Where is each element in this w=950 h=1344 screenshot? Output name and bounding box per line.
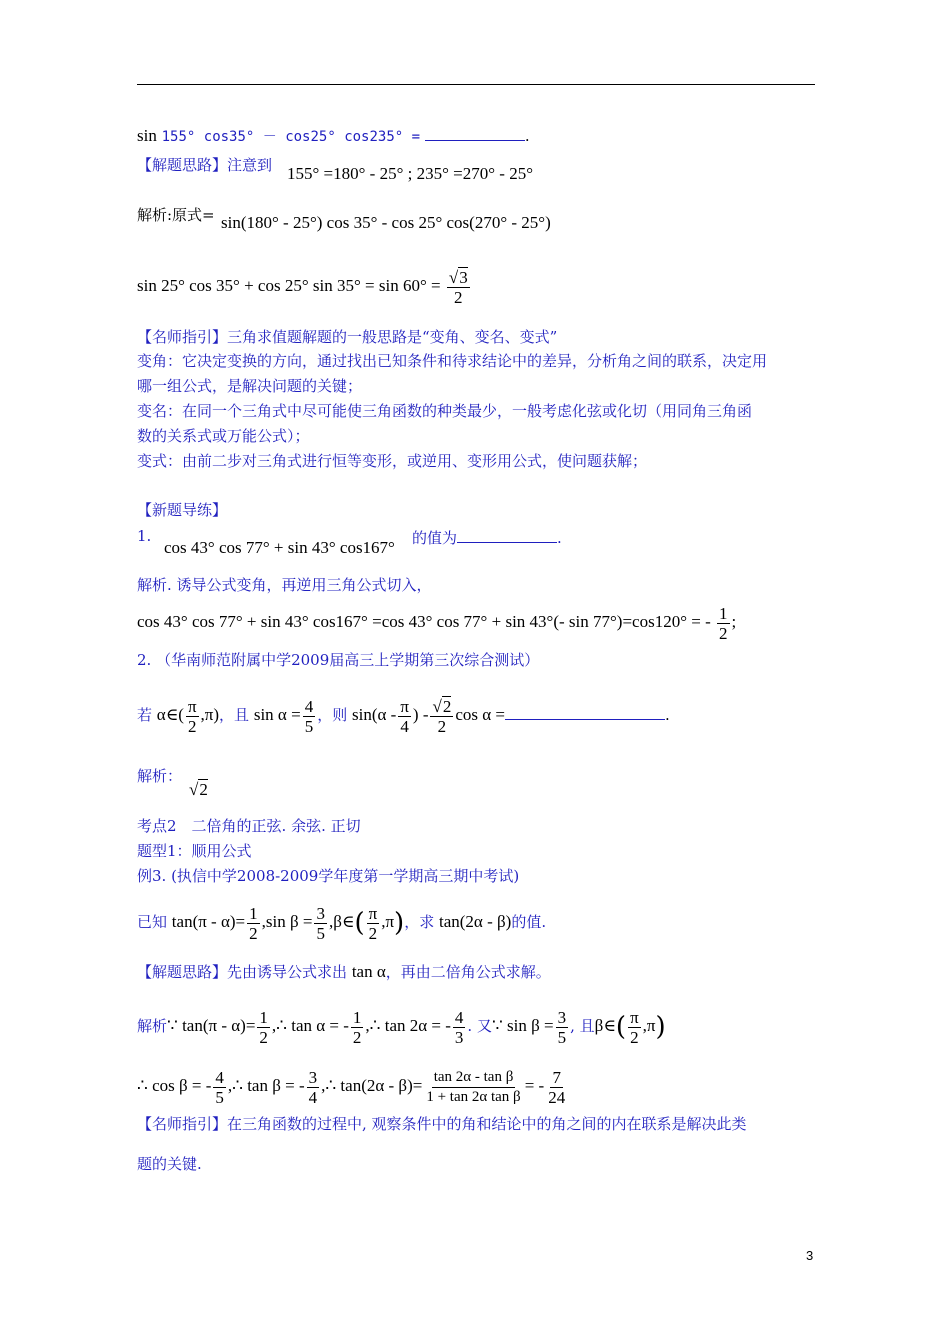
ex3-m2-frac: $\frac{3}{5}$ — [316, 903, 325, 943]
solution1-line2-math: sin 25° cos 35° + cos 25° sin 35° = sin 60° = — [137, 276, 441, 295]
q1-solution-frac: $\frac{1}{2}$ — [719, 603, 728, 643]
hint-text: 注意到 — [227, 156, 273, 174]
ex3-l2-b-frac: $\frac{3}{4}$ — [308, 1067, 318, 1107]
ex3-solution-line1: 解析∵ tan(π - α)= $\frac{1}{2}$ ,∴ tan α = - $\frac{1}{2}$ ,∴ tan 2α = - $\frac{4}{3}$ . 又∵ sin β = $\frac{3}{5}$ , 且β∈( $\frac{\pi}{2}$ ,π) — [137, 1007, 666, 1047]
ex3-ask-tail: 的值. — [511, 913, 547, 931]
teacher-note-2-line2: 题的关键. — [137, 1155, 202, 1173]
q1-line — [164, 538, 395, 558]
note-line: 数的关系式或万能公式）； — [137, 427, 310, 445]
ex3-hint — [137, 962, 551, 982]
ex3-ask-math: tan(2α - β) — [439, 912, 512, 931]
hint-math: 155° =180° - 25° ; 235° =270° - 25° — [287, 164, 534, 183]
ex3-solution-line2 — [137, 1060, 569, 1112]
ex3-hint-text-a: 先由诱导公式求出 — [227, 963, 348, 981]
ex3-sol-b: ,∴ tan α = - — [271, 1016, 349, 1035]
ex3-l2-d-frac: $\frac{7}{24}$ — [548, 1067, 566, 1107]
problem-expression: 155° cos35° － cos25° cos235° = — [161, 129, 421, 145]
teacher-note-1 — [137, 327, 557, 347]
ex3-m3-end: ,π — [381, 912, 395, 931]
q2-sep1: ，且 — [219, 706, 250, 724]
ex3-hint-text-b: ，再由二倍角公式求解。 — [385, 963, 551, 981]
q1-end: . — [557, 529, 562, 547]
q1-math: cos 43° cos 77° + sin 43° cos167° — [164, 538, 395, 557]
ex3-sol-e: β∈ — [594, 1016, 616, 1035]
q1-answer-blank — [457, 542, 557, 543]
q2-answer-blank — [505, 719, 665, 720]
problem-line — [137, 126, 530, 147]
problem-end: . — [524, 127, 530, 145]
note-line: 变角：它决定变换的方向，通过找出已知条件和待求结论中的差异，分析角之间的联系，决定用 — [137, 352, 768, 370]
ex3-sol-qie: , 且 — [570, 1017, 595, 1035]
ex3-m1: tan(π - α)= — [171, 912, 246, 931]
q2-sep2: ，则 — [317, 706, 348, 724]
answer-blank — [425, 140, 525, 141]
q1-solution-end: ; — [731, 612, 737, 631]
q2-ask-a: sin(α - — [351, 705, 397, 724]
q1-num: 1. — [137, 527, 152, 545]
q2-ask-b: ) - — [412, 705, 429, 724]
header-rule — [137, 84, 815, 85]
ex3-m3: ,β∈ — [328, 912, 355, 931]
teacher-note-2-label: 【名师指引】 — [137, 1115, 228, 1133]
q2-cond2-a: sin α = — [253, 705, 301, 724]
q2-ask-frac: $\frac{\pi}{4}$ — [400, 696, 409, 736]
new-practice-label: 【新题导练】 — [137, 501, 228, 519]
problem-sin: sin — [137, 126, 157, 145]
q2-answer: √2 — [189, 780, 208, 799]
teacher-note-1-text: 三角求值题解题的一般思路是“变角、变名、变式” — [227, 328, 558, 346]
q1-solution-math — [137, 600, 736, 644]
ex3-m1-frac: $\frac{1}{2}$ — [249, 903, 258, 943]
ex3-m2: ,sin β = — [261, 912, 313, 931]
q2-head: 2. （华南师范附属中学2009届高三上学期第三次综合测试） — [137, 651, 540, 669]
ex3-sol-you: . 又 — [467, 1017, 492, 1035]
ex3-l2-d: = - — [524, 1076, 545, 1095]
teacher-note-2 — [137, 1114, 747, 1134]
q2-cond1-a: α∈( — [156, 705, 184, 724]
q2-line — [137, 690, 670, 740]
ex3-hint-math: tan α — [351, 962, 386, 981]
ex3-sol-d: ∵ sin β = — [491, 1016, 554, 1035]
ex3-l2-a: ∴ cos β = - — [137, 1076, 212, 1095]
q1-solution-b: (- sin 77°)=cos120° = - — [553, 612, 711, 631]
ex3-sol-c-frac: $\frac{4}{3}$ — [454, 1007, 464, 1047]
ex3-ask: ，求 — [404, 913, 435, 931]
teacher-note-2-text: 在三角函数的过程中, 观察条件中的角和结论中的角之间的内在联系是解决此类 — [227, 1115, 747, 1133]
teacher-note-1-label: 【名师指引】 — [137, 328, 228, 346]
ex3-sol-e-end: ,π — [642, 1016, 656, 1035]
ex3-m3-frac: $\frac{\pi}{2}$ — [368, 903, 378, 943]
solution1-den: 2 — [454, 287, 463, 307]
ex3-l2-c: ,∴ tan(2α - β)= — [321, 1076, 423, 1095]
section-type: 题型1：顺用公式 — [137, 842, 252, 860]
q1-solution-label: 解析. 诱导公式变角，再逆用三角公式切入， — [137, 576, 432, 594]
ex3-sol-e-frac: $\frac{\pi}{2}$ — [630, 1007, 639, 1047]
note-line: 变名：在同一个三角式中尽可能使三角函数的种类最少，一般考虑化弦或化切（用同角三角函 — [137, 402, 753, 420]
note-line: 哪一组公式，是解决问题的关键； — [137, 377, 363, 395]
solution1-line2 — [137, 262, 472, 310]
q2-ask-c: cos α = — [455, 705, 505, 724]
ex3-sol-label: 解析 — [137, 1017, 168, 1035]
ex3-l2-b: ,∴ tan β = - — [227, 1076, 305, 1095]
ex3-hint-label: 【解题思路】 — [137, 963, 228, 981]
q2-end: . — [664, 706, 670, 724]
ex3-known: 已知 — [137, 913, 168, 931]
solution1-label: 解析:原式= — [137, 206, 215, 224]
q2-cond1-frac: $\frac{\pi}{2}$ — [187, 696, 197, 736]
ex3-sol-a-frac: $\frac{1}{2}$ — [259, 1007, 268, 1047]
hint-line — [137, 155, 272, 175]
q2-if: 若 — [137, 706, 153, 724]
ex3-statement: 已知 tan(π - α)= $\frac{1}{2}$ ,sin β = $\frac{3}{5}$ ,β∈( $\frac{\pi}{2}$ ,π)，求 tan(2α - β)的值. — [137, 903, 547, 943]
ex3-sol-d-frac: $\frac{3}{5}$ — [557, 1007, 567, 1047]
q1-tail: 的值为 — [412, 529, 458, 547]
q2-solution-label: 解析： — [137, 767, 183, 785]
sqrt-three: 3 — [459, 267, 468, 287]
ex3-sol-c: ,∴ tan 2α = - — [365, 1016, 451, 1035]
section-example: 例3. (执信中学2008-2009学年度第一学期高三期中考试) — [137, 867, 520, 885]
ex3-l2-a-frac: $\frac{4}{5}$ — [215, 1067, 224, 1107]
hint-label: 【解题思路】 — [137, 156, 228, 174]
note-line: 变式：由前二步对三角式进行恒等变形，或逆用、变形用公式，使问题获解； — [137, 452, 648, 470]
solution1-math: sin(180° - 25°) cos 35° - cos 25° cos(270° - 25°) — [221, 213, 551, 232]
ex3-l2-c-frac: $\frac{\text{tan 2α - tan β}}{\text{1 + tan 2α tan β}}$ — [426, 1068, 521, 1105]
page-number: 3 — [806, 1248, 814, 1263]
q2-cond1-b: ,π) — [200, 705, 220, 724]
q1-solution-a: cos 43° cos 77° + sin 43° cos167° =cos 43° cos 77° + sin 43° — [137, 612, 554, 631]
q2-cond2-frac: $\frac{4}{5}$ — [304, 696, 314, 736]
q2-ask-sqrt-frac: $\frac{√2}{2}$ — [432, 696, 452, 736]
solution1-fraction: $\frac{√3}{2}$ — [448, 267, 468, 307]
ex3-sol-b-frac: $\frac{1}{2}$ — [352, 1007, 362, 1047]
q1-tail-line — [412, 528, 562, 548]
ex3-sol-a: ∵ tan(π - α)= — [167, 1016, 256, 1035]
section-kaodian: 考点2 二倍角的正弦. 余弦. 正切 — [137, 817, 361, 835]
